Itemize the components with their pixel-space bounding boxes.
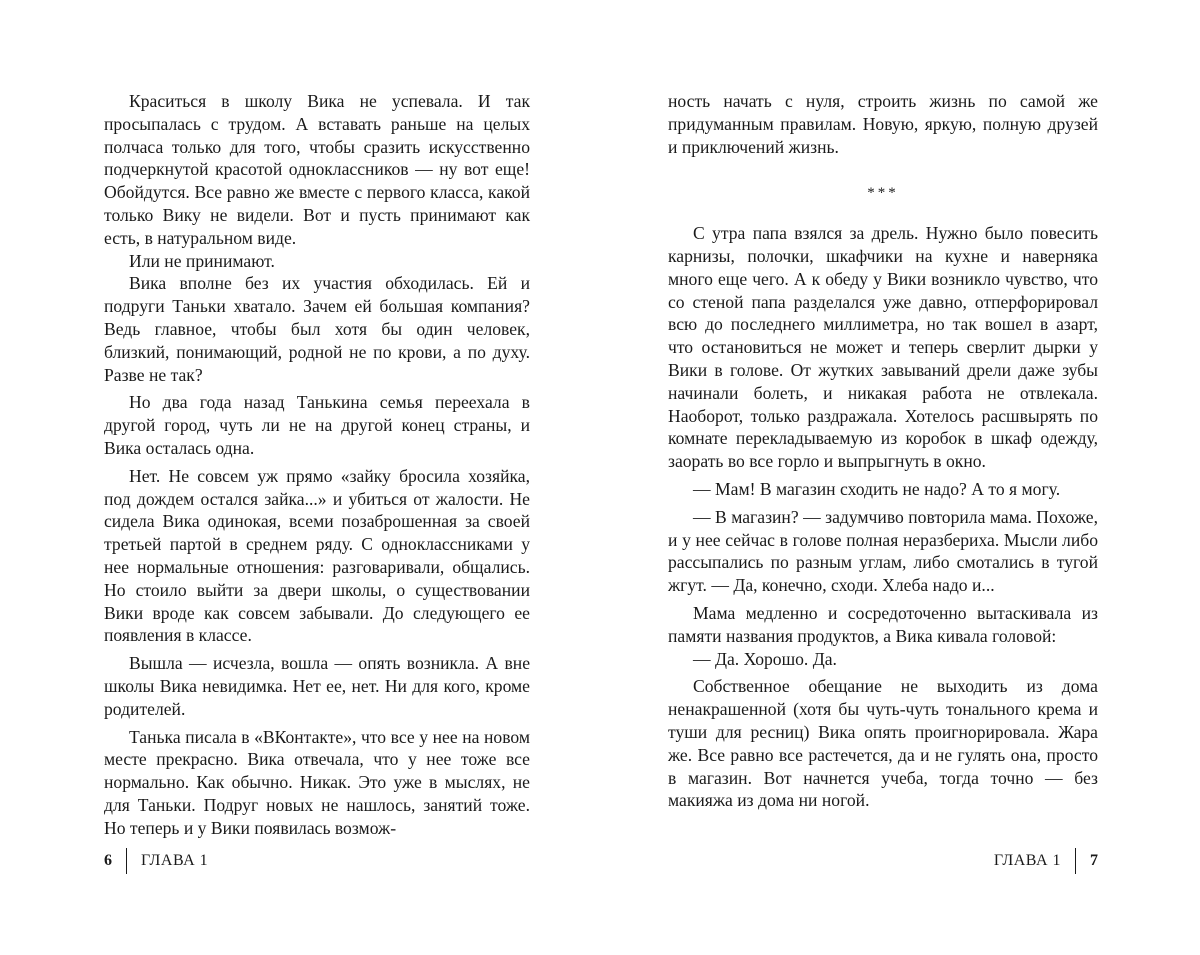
paragraph: — Мам! В магазин сходить не надо? А то я могу. — [693, 478, 1061, 499]
paragraph: Или не принимают. — [129, 250, 275, 271]
paragraph: Нет. Не совсем уж прямо «зайку бросила хозяйка, под дождем остался зайка...» и убиться от жалости. Не сидела Вика одинокая, всеми позаброшенная за своей третьей партой в среднем ряду. С одноклассниками у нее нормальные отношения: разговаривали, общались. Но стоило выйти за двери школы, о существовании Вики вроде как совсем забывали. До следующего ее появления в классе. — [104, 465, 530, 646]
paragraph: Вышла — исчезла, вошла — опять возникла. А вне школы Вика невидимка. Нет ее, нет. Ни для кого, кроме родителей. — [104, 653, 530, 719]
right-page-footer — [994, 848, 1098, 874]
page-number: 6 — [104, 852, 112, 869]
right-page — [600, 0, 1200, 955]
paragraph: — Да. Хорошо. Да. — [693, 648, 837, 669]
running-head: ГЛАВА 1 — [141, 852, 209, 869]
paragraph: — В магазин? — задумчиво повторила мама. Похоже, и у нее сейчас в голове полная неразбериха. Мысли либо рассыпались по разным углам, либо смотались в тугой жгут. — Да, конечно, сходи. Хлеба надо и... — [668, 506, 1098, 596]
paragraph: С утра папа взялся за дрель. Нужно было повесить карнизы, полочки, шкафчики на кухне и наверняка много еще чего. А к обеду у Вики возникло чувство, что со стеной папа разделался уже давно, отперфорировал всю до последнего миллиметра, но так вошел в азарт, что остановиться не может и теперь сверлит дырки у Вики в голове. От жутких завываний дрели даже зубы начинали болеть, и никакая работа не отвлекала. Наоборот, только раздражала. Хотелось расшвырять по комнате перекладываемую из коробок в шкаф одежду, заорать во все горло и выпрыгнуть в окно. — [668, 223, 1098, 472]
paragraph: Но два года назад Танькина семья переехала в другой город, чуть ли не на другой конец страны, и Вика осталась одна. — [104, 392, 530, 458]
right-page-text — [668, 90, 1098, 812]
left-page-footer — [104, 848, 208, 874]
paragraph: Собственное обещание не выходить из дома ненакрашенной (хотя бы чуть-чуть тонального крема и туши для ресниц) Вика опять проигнорировала. Жара же. Все равно все растечется, да и не гулять она, просто в магазин. Вот начнется учеба, тогда точно — без макияжа из дома ни ногой. — [668, 676, 1098, 811]
paragraph: Мама медленно и сосредоточенно вытаскивала из памяти названия продуктов, а Вика кивала головой: — [668, 602, 1098, 646]
footer-divider — [126, 848, 127, 874]
running-head: ГЛАВА 1 — [993, 852, 1061, 869]
paragraph: Краситься в школу Вика не успевала. И так просыпалась с трудом. А вставать раньше на целых полчаса только для того, чтобы сразить искусственно подчеркнутой красотой одноклассников — ну вот еще! Обойдутся. Все равно же вместе с первого класса, какой только Вику не видели. Вот и пусть принимают как есть, в натуральном виде. — [104, 91, 530, 248]
paragraph: ность начать с нуля, строить жизнь по самой же придуманным правилам. Новую, яркую, полную друзей и приключений жизнь. — [668, 91, 1098, 157]
left-page-text — [104, 90, 530, 840]
footer-divider — [1075, 848, 1076, 874]
page-number: 7 — [1090, 852, 1098, 869]
section-break: *** — [867, 185, 899, 202]
paragraph: Вика вполне без их участия обходилась. Ей и подруги Таньки хватало. Зачем ей большая компания? Ведь главное, чтобы был хотя бы один человек, близкий, понимающий, родной не по крови, а по духу. Разве не так? — [104, 273, 530, 385]
paragraph: Танька писала в «ВКонтакте», что все у нее на новом месте прекрасно. Вика отвечала, что у нее тоже все нормально. Как обычно. Никак. Это уже в мыслях, не для Таньки. Подруг новых не нашлось, занятий тоже. Но теперь и у Вики появилась возмож- — [104, 726, 530, 838]
